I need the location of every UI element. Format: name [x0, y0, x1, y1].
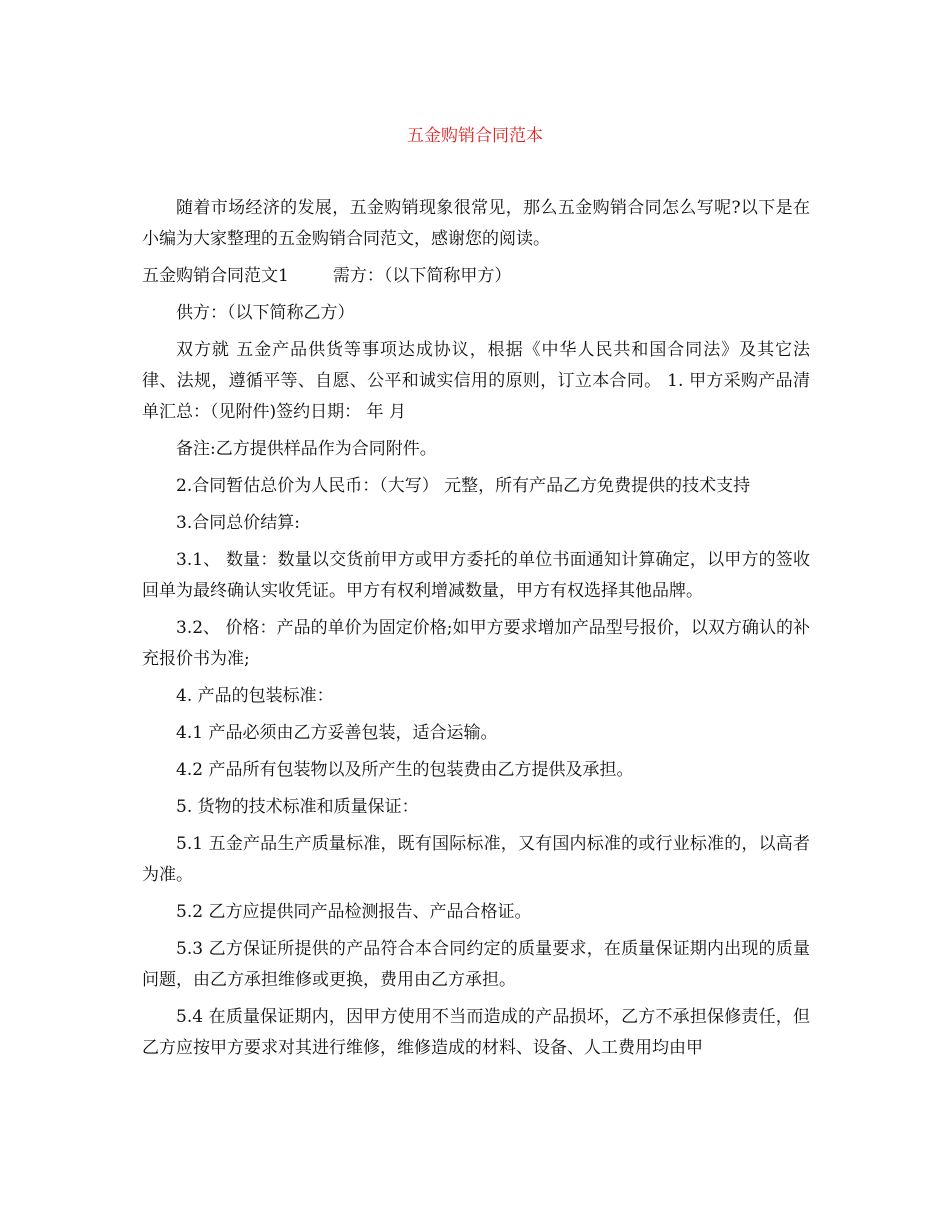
paragraph: 3.合同总价结算:	[176, 513, 300, 533]
paragraph: 4.2 产品所有包装物以及所产生的包装费由乙方提供及承担。	[176, 760, 634, 780]
paragraph: 5.3 乙方保证所提供的产品符合本合同约定的质量要求，在质量保证期内出现的质量问题，由乙方承担维修或更换，费用由乙方承担。	[142, 939, 810, 990]
paragraph: 供方：（以下简称乙方）	[176, 303, 355, 323]
paragraph: 3.2、 价格：产品的单价为固定价格;如甲方要求增加产品型号报价，以双方确认的补充报价书为准;	[142, 618, 810, 669]
document-body	[142, 193, 810, 1070]
paragraph: 5.2 乙方应提供同产品检测报告、产品合格证。	[176, 902, 532, 922]
heading-line	[142, 261, 810, 292]
paragraph: 5.1 五金产品生产质量标准，既有国际标准，又有国内标准的或行业标准的，以高者为准。	[142, 834, 810, 885]
intro-paragraph: 随着市场经济的发展，五金购销现象很常见，那么五金购销合同怎么写呢?以下是在小编为大家整理的五金购销合同范文，感谢您的阅读。	[142, 198, 810, 249]
document-title: 五金购销合同范本	[407, 126, 543, 146]
paragraph: 2.合同暂估总价为人民币：（大写） 元整，所有产品乙方免费提供的技术支持	[176, 476, 751, 496]
paragraph: 5.4 在质量保证期内，因甲方使用不当而造成的产品损坏，乙方不承担保修责任，但乙方应按甲方要求对其进行维修，维修造成的材料、设备、人工费用均由甲	[142, 1007, 810, 1058]
paragraph: 5. 货物的技术标准和质量保证：	[176, 797, 419, 817]
paragraph: 4. 产品的包装标准：	[176, 686, 334, 706]
paragraph: 4.1 产品必须由乙方妥善包装，适合运输。	[176, 723, 498, 743]
buyer-line: 需方：（以下简称甲方）	[332, 266, 512, 286]
section-label: 五金购销合同范文1	[142, 266, 289, 286]
paragraph: 备注:乙方提供样品作为合同附件。	[176, 439, 437, 459]
paragraph: 3.1、 数量：数量以交货前甲方或甲方委托的单位书面通知计算确定，以甲方的签收回单为最终确认实收凭证。甲方有权利增减数量，甲方有权选择其他品牌。	[142, 550, 810, 601]
paragraph: 双方就 五金产品供货等事项达成协议，根据《中华人民共和国合同法》及其它法律、法规，遵循平等、自愿、公平和诚实信用的原则，订立本合同。 1. 甲方采购产品清单汇总：（见附件)签约日期： 年 月	[142, 340, 810, 422]
